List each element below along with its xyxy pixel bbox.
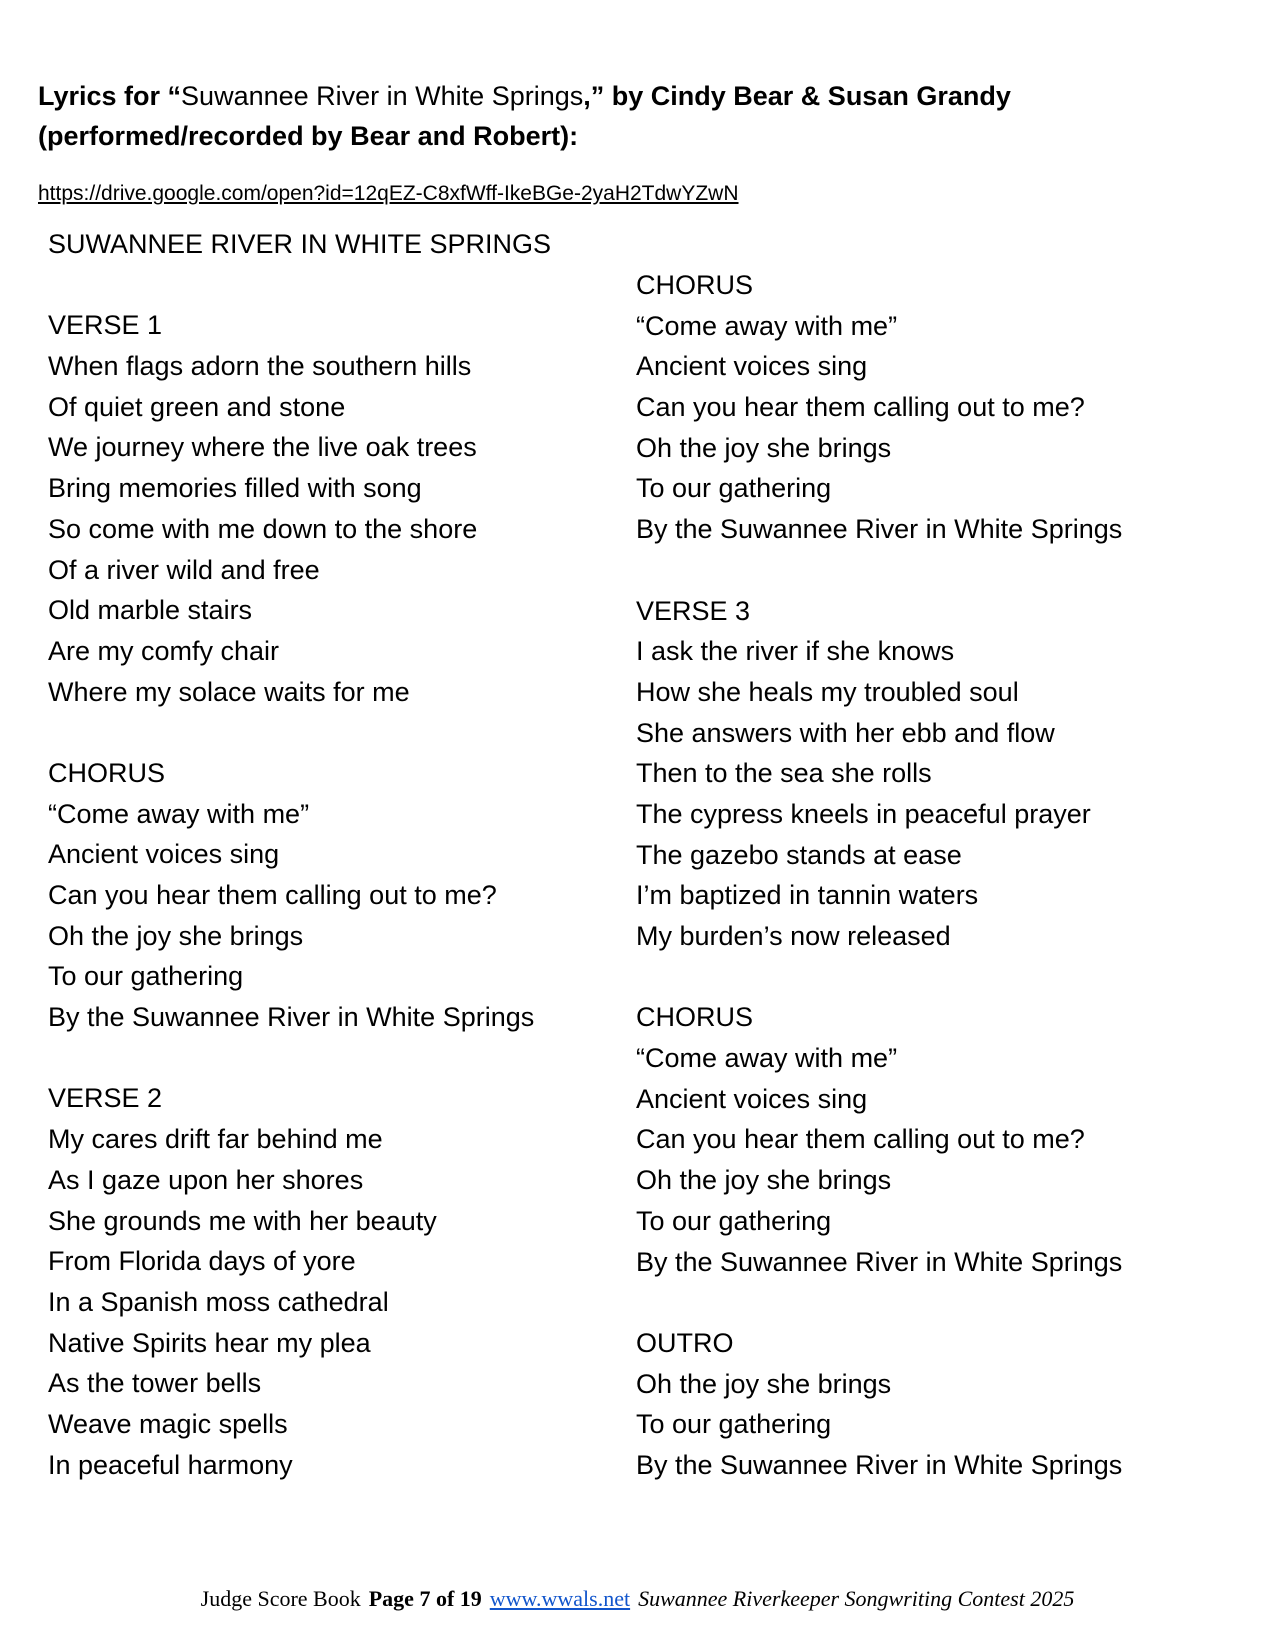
lyric-line: “Come away with me”: [636, 310, 898, 341]
lyric-line: VERSE 1: [48, 310, 163, 341]
lyric-line: She answers with her ebb and flow: [636, 717, 1055, 748]
lyric-line: The gazebo stands at ease: [636, 839, 962, 870]
lyric-line: So come with me down to the shore: [48, 513, 478, 544]
lyric-line: As I gaze upon her shores: [48, 1164, 364, 1195]
lyric-line: Then to the sea she rolls: [636, 758, 932, 789]
lyric-line: The cypress kneels in peaceful prayer: [636, 798, 1091, 829]
lyric-line: Of a river wild and free: [48, 554, 320, 585]
song-title: Suwannee River in White Springs: [181, 81, 584, 111]
lyric-line: I’m baptized in tannin waters: [636, 880, 979, 911]
lyric-line: I ask the river if she knows: [636, 636, 955, 667]
stanza-spacer: [636, 1282, 1122, 1323]
lyric-line: By the Suwannee River in White Springs: [48, 1002, 535, 1033]
heading-line-2: (performed/recorded by Bear and Robert):: [38, 121, 579, 151]
lyric-line: Oh the joy she brings: [636, 1368, 892, 1399]
lyric-line: Oh the joy she brings: [636, 432, 892, 463]
lyric-line: To our gathering: [48, 961, 244, 992]
lyric-line: When flags adorn the southern hills: [48, 351, 472, 382]
lyric-line: Ancient voices sing: [636, 351, 868, 382]
stanza-spacer: [48, 712, 551, 753]
lyric-line: How she heals my troubled soul: [636, 676, 1019, 707]
lyric-line: Can you hear them calling out to me?: [636, 392, 1085, 423]
lyric-line: Can you hear them calling out to me?: [636, 1124, 1085, 1155]
lyric-line: From Florida days of yore: [48, 1246, 356, 1277]
lyric-line: By the Suwannee River in White Springs: [636, 1449, 1123, 1480]
footer-site-link[interactable]: www.wwals.net: [489, 1586, 631, 1611]
lyric-line: Where my solace waits for me: [48, 676, 410, 707]
page-footer: [0, 1584, 1275, 1614]
drive-link[interactable]: https://drive.google.com/open?id=12qEZ-C8xfWff-IkeBGe-2yaH2TdwYZwN: [38, 182, 739, 205]
stanza-spacer: [48, 1038, 551, 1079]
stanza-spacer: [48, 265, 551, 306]
stanza-spacer: [636, 550, 1122, 591]
lyric-line: OUTRO: [636, 1327, 734, 1358]
stanza-spacer: [636, 957, 1122, 998]
lyric-line: Bring memories filled with song: [48, 473, 422, 504]
lyric-line: In peaceful harmony: [48, 1449, 293, 1480]
lyric-line: Oh the joy she brings: [48, 920, 304, 951]
lyric-line: We journey where the live oak trees: [48, 432, 477, 463]
lyric-line: “Come away with me”: [48, 798, 310, 829]
lyric-line: As the tower bells: [48, 1368, 262, 1399]
lyric-line: To our gathering: [636, 1409, 832, 1440]
lyric-line: CHORUS: [48, 757, 166, 788]
lyric-line: Weave magic spells: [48, 1408, 288, 1439]
lyric-line: CHORUS: [636, 270, 754, 300]
lyric-line: My burden’s now released: [636, 921, 951, 951]
lyrics-heading: [38, 76, 1218, 156]
lyric-line: She grounds me with her beauty: [48, 1205, 437, 1236]
lyric-line: “Come away with me”: [636, 1043, 898, 1074]
lyric-line: Native Spirits hear my plea: [48, 1327, 371, 1358]
lyric-line: By the Suwannee River in White Springs: [636, 1246, 1123, 1277]
lyric-line: VERSE 3: [636, 595, 751, 626]
lyric-line: My cares drift far behind me: [48, 1124, 383, 1155]
lyric-line: Old marble stairs: [48, 595, 253, 626]
lyric-line: VERSE 2: [48, 1083, 163, 1114]
lyric-line: Can you hear them calling out to me?: [48, 880, 497, 910]
heading-authors: ,” by Cindy Bear & Susan Grandy: [583, 81, 1011, 111]
lyric-line: To our gathering: [636, 473, 832, 504]
lyric-line: Of quiet green and stone: [48, 391, 346, 422]
lyric-line: To our gathering: [636, 1205, 832, 1236]
lyric-line: Are my comfy chair: [48, 635, 280, 666]
lyric-line: Ancient voices sing: [48, 839, 280, 870]
footer-book-name: Judge Score Book: [200, 1586, 361, 1611]
footer-contest-name: Suwannee Riverkeeper Songwriting Contest 2025: [638, 1586, 1075, 1611]
lyric-line: In a Spanish moss cathedral: [48, 1286, 389, 1317]
lyric-line: Ancient voices sing: [636, 1083, 868, 1114]
lyric-line: By the Suwannee River in White Springs: [636, 514, 1123, 545]
footer-page-number: Page 7 of 19: [368, 1586, 482, 1611]
lyric-line: SUWANNEE RIVER IN WHITE SPRINGS: [48, 229, 552, 259]
heading-prefix: Lyrics for “: [38, 81, 182, 111]
lyrics-left-column: [48, 224, 551, 1485]
lyric-line: Oh the joy she brings: [636, 1165, 892, 1196]
heading-line-1: [38, 76, 1218, 116]
lyric-line: CHORUS: [636, 1002, 754, 1033]
lyrics-right-column: [636, 265, 1122, 1486]
